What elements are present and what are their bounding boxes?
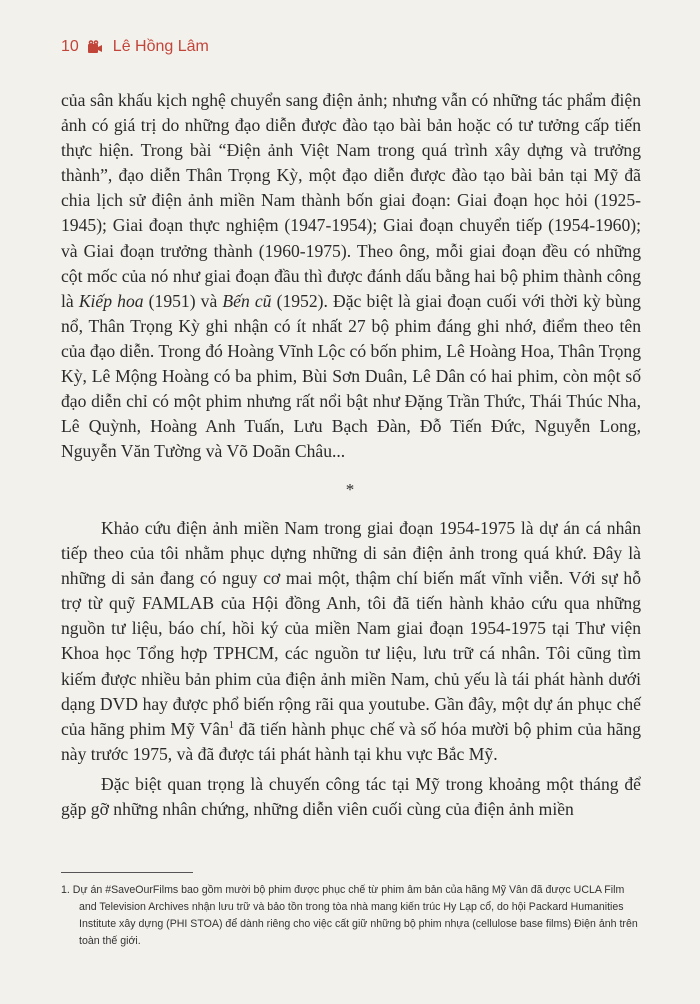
footnote-divider <box>61 872 193 873</box>
footnote-number: 1. <box>61 884 70 896</box>
paragraph-text: Khảo cứu điện ảnh miền Nam trong giai đoạn 1954-1975 là dự án cá nhân tiếp theo của tôi nhằm phục dựng những di sản điện ảnh trong quá khứ. Đây là những di sản đang có nguy cơ mai một, thậm chí biến mất vĩnh viễn. Với sự hỗ trợ từ quỹ FAMLAB của Hội đồng Anh, tôi đã tiến hành khảo cứu qua những nguồn tư liệu, báo chí, hồi ký của miền Nam giai đoạn 1954-1975 tại Thư viện Khoa học Tổng hợp TPHCM, các nguồn tư liệu, lưu trữ cá nhân. Tôi cũng tìm kiếm được nhiều bản phim của điện ảnh miền Nam, chủ yếu là tái phát hành dưới dạng DVD hay được phổ biến rộng rãi qua youtube. Gần đây, một dự án phục chế của hãng phim Mỹ Vân <box>61 518 641 739</box>
paragraph-text: đã tiến hành phục chế và số hóa mười bộ phim của hãng này trước 1975, và đã được tái phát hành tại khu vực Bắc Mỹ. <box>61 718 641 764</box>
paragraph-text: của sân khấu kịch nghệ chuyển sang điện ảnh; nhưng vẫn có những tác phẩm điện ảnh có giá trị do những đạo diễn được đào tạo bài bản hoặc có tư tưởng cấp tiến thực hiện. Trong bài “Điện ảnh Việt Nam trong quá trình xây dựng và trưởng thành”, đạo diễn Thân Trọng Kỳ, một đạo diễn được đào tạo bài bản tại Mỹ đã chia lịch sử điện ảnh miền Nam thành bốn giai đoạn: Giai đoạn học hỏi (1925-1945); Giai đoạn thực nghiệm (1947-1954); Giai đoạn chuyển tiếp (1954-1960); và Giai đoạn trưởng thành (1960-1975). Theo ông, mỗi giai đoạn đều có những cột mốc của nó như giai đoạn đầu thì được đánh dấu bằng hai bộ phim thành công là <box>61 90 641 311</box>
page-number: 10 <box>61 38 79 55</box>
author-name: Lê Hồng Lâm <box>112 38 209 55</box>
paragraph-text: (1952). Đặc biệt là giai đoạn cuối với thời kỳ bùng nổ, Thân Trọng Kỳ ghi nhận có ít nhất 27 bộ phim đáng ghi nhớ, điểm theo tên của đạo diễn. Trong đó Hoàng Vĩnh Lộc có bốn phim, Lê Hoàng Hoa, Thân Trọng Kỳ, Lê Mộng Hoàng có ba phim, Bùi Sơn Duân, Lê Dân có hai phim, còn một số đạo diễn chỉ có một phim nhưng rất nổi bật như Đặng Trần Thức, Thái Thúc Nha, Lê Quỳnh, Hoàng Anh Tuấn, Lưu Bạch Đàn, Đỗ Tiến Đức, Nguyễn Long, Nguyễn Văn Tường và Võ Doãn Châu... <box>61 290 641 462</box>
footnote <box>61 882 643 950</box>
footnote-text: Dự án #SaveOurFilms bao gồm mười bộ phim được phục chế từ phim âm bản của hãng Mỹ Vân đã được UCLA Film and Television Archives nhận lưu trữ và bảo tồn trong tòa nhà mang kiến trúc Hy Lạp cổ, do hội Packard Humanities Institute xây dựng (PHI STOA) để dành riêng cho việc cất giữ những bộ phim nhựa (cellulose base films) Điện ảnh trên toàn thế giới. <box>72 884 638 947</box>
section-separator: * <box>345 480 355 499</box>
paragraph-text: (1951) và <box>143 290 223 311</box>
film-title: Bến cũ <box>222 290 272 311</box>
paragraph: Đặc biệt quan trọng là chuyến công tác tại Mỹ trong khoảng một tháng để gặp gỡ những nhân chứng, những diễn viên cuối cùng của điện ảnh miền <box>61 773 641 820</box>
paragraph <box>61 516 641 767</box>
footnote-body <box>61 882 643 950</box>
film-camera-icon <box>87 39 103 55</box>
running-header <box>61 38 209 56</box>
footnote-reference[interactable]: 1 <box>228 719 234 731</box>
body-section <box>61 516 641 822</box>
paragraph-continued <box>61 88 641 464</box>
film-title: Kiếp hoa <box>78 290 144 311</box>
